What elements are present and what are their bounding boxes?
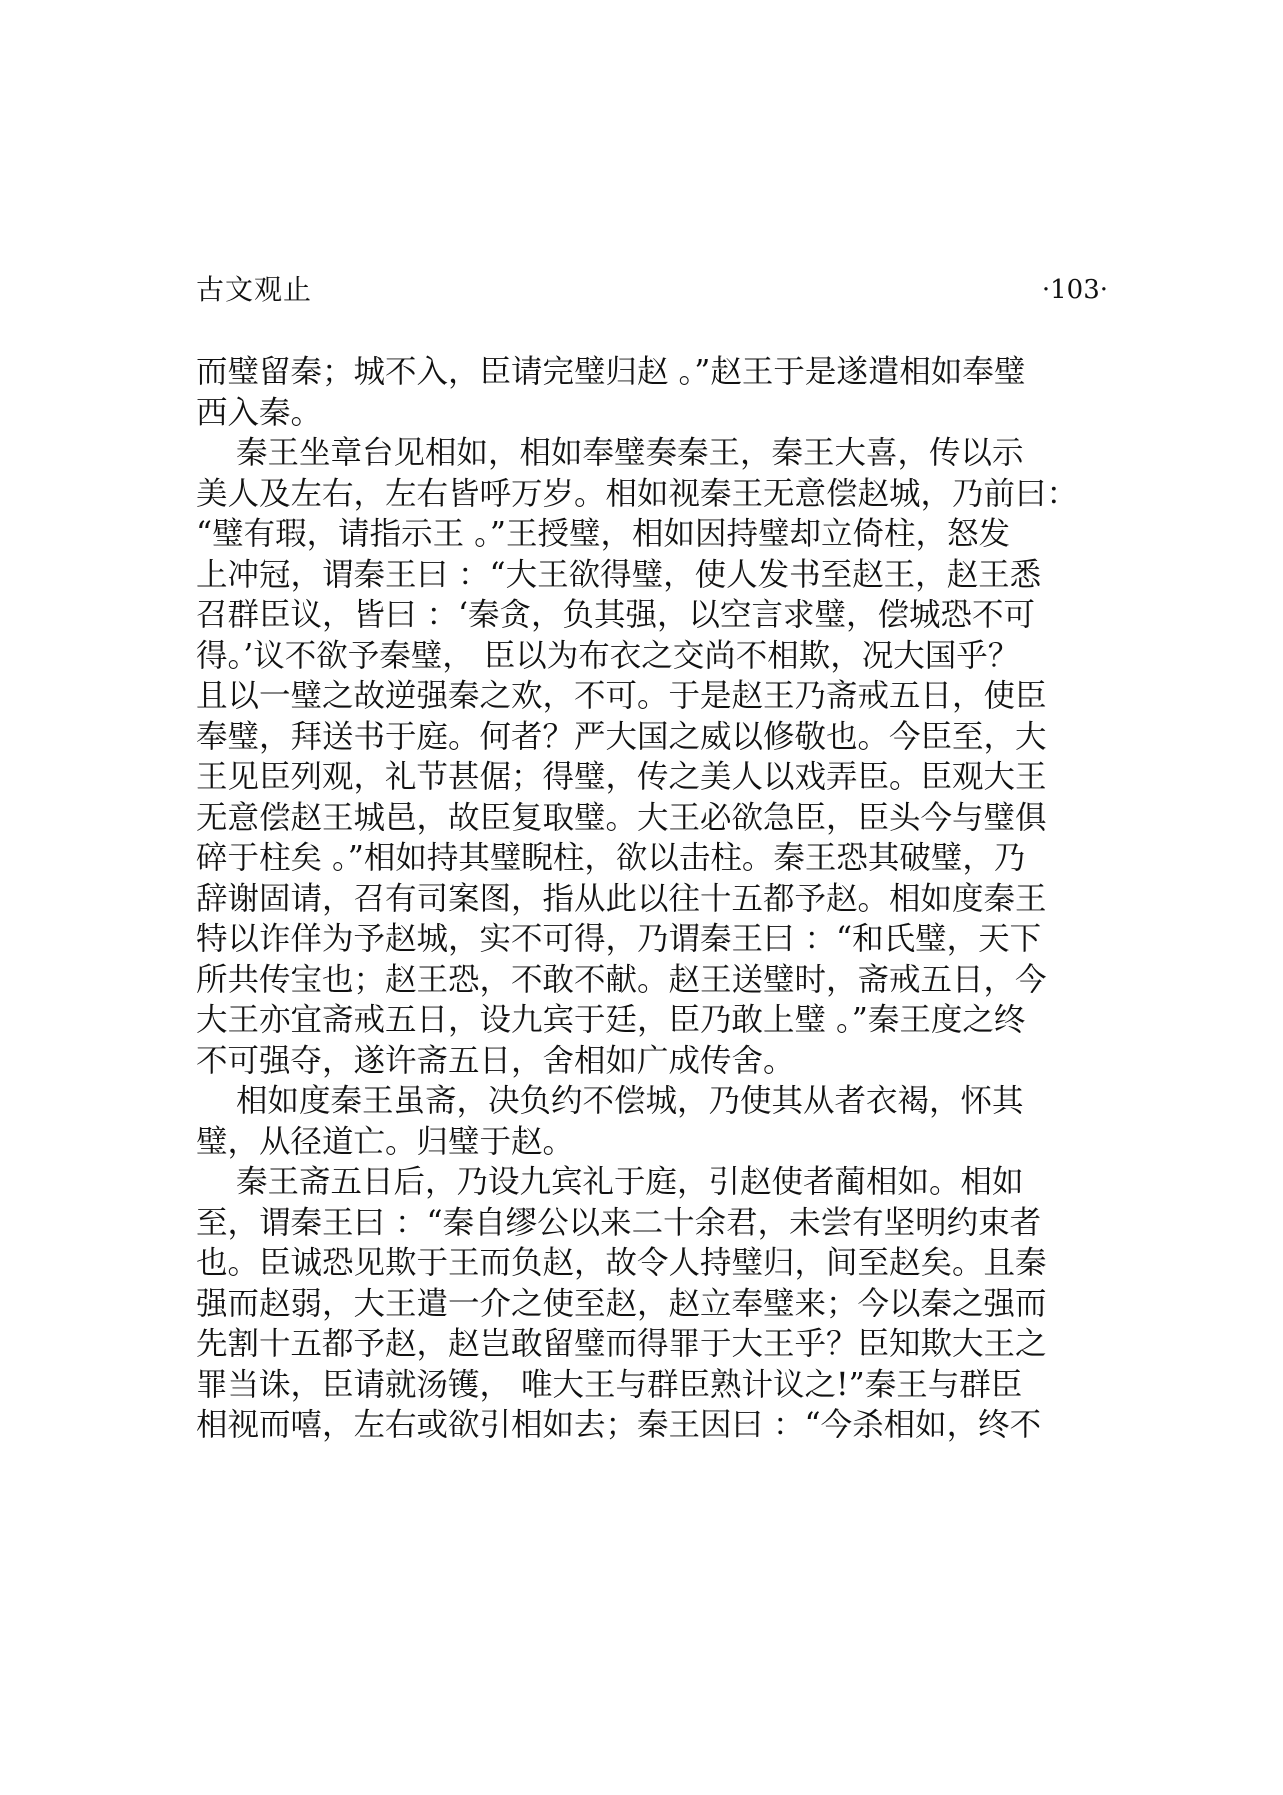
text-line: 王见臣列观，礼节甚倨；得璧，传之美人以戏弄臣。臣观大王: [196, 759, 1047, 795]
text-line: 罪当诛，臣请就汤镬， 唯大王与群臣熟计议之!”秦王与群臣: [196, 1366, 1023, 1403]
text-line: 特以诈佯为予赵城，实不可得，乃谓秦王曰 ：“和氏璧，天下: [196, 921, 1042, 957]
text-line: 上冲冠，谓秦王曰 ：“大王欲得璧，使人发书至赵王，赵王悉: [196, 556, 1042, 593]
text-line: 而璧留秦；城不入，臣请完璧归赵 。”赵王于是遂遣相如奉璧: [196, 354, 1026, 390]
page-number: ·103·: [1041, 275, 1108, 305]
text-line: 不可强夺，遂许斋五日，舍相如广成传舍。: [196, 1042, 795, 1079]
text-line: 秦王斋五日后，乃设九宾礼于庭，引赵使者蔺相如。相如: [196, 1164, 1024, 1200]
text-line: 所共传宝也；赵王恐，不敢不献。赵王送璧时，斋戒五日，今: [196, 961, 1047, 998]
body-text: [196, 352, 1108, 1446]
running-header: [196, 270, 1108, 310]
text-line: 得。’议不欲予秦璧， 臣以为布衣之交尚不相欺，况大国乎？: [196, 637, 1020, 674]
text-line: 召群臣议，皆曰 ：‘秦贪，负其强，以空言求璧，偿城恐不可: [196, 597, 1036, 633]
text-line: 且以一璧之故逆强秦之欢，不可。于是赵王乃斋戒五日，使臣: [196, 678, 1047, 714]
text-line: 相如度秦王虽斋，决负约不偿城，乃使其从者衣褐，怀其: [196, 1083, 1024, 1119]
text-line: 碎于柱矣 。”相如持其璧睨柱，欲以击柱。秦王恐其破璧，乃: [196, 840, 1026, 876]
text-line: 璧，从径道亡。归璧于赵。: [196, 1123, 575, 1160]
text-line: 相视而嘻，左右或欲引相如去；秦王因曰 ：“今杀相如，终不: [196, 1407, 1042, 1443]
text-line: 也。臣诚恐见欺于王而负赵，故令人持璧归，间至赵矣。且秦: [196, 1245, 1047, 1281]
text-line: 西入秦。: [196, 394, 323, 431]
text-line: 先割十五都予赵，赵岂敢留璧而得罪于大王乎？臣知欺大王之: [196, 1326, 1047, 1362]
text-line: 辞谢固请，召有司案图，指从此以往十五都予赵。相如度秦王: [196, 880, 1047, 917]
text-line: 秦王坐章台见相如，相如奉璧奏秦王，秦王大喜，传以示: [196, 435, 1024, 471]
text-line: 大王亦宜斋戒五日，设九宾于廷，臣乃敢上璧 。”秦王度之终: [196, 1002, 1026, 1038]
text-line: 奉璧，拜送书于庭。何者？严大国之威以修敬也。今臣至，大: [196, 718, 1047, 755]
text-line: 至，谓秦王曰 ：“秦自缪公以来二十余君，未尝有坚明约束者: [196, 1204, 1042, 1241]
text-line: “璧有瑕，请指示王 。”王授璧，相如因持璧却立倚柱，怒发: [196, 516, 1010, 552]
text-line: 无意偿赵王城邑，故臣复取璧。大王必欲急臣，臣头今与璧俱: [196, 799, 1047, 836]
text-line: 强而赵弱，大王遣一介之使至赵，赵立奉璧来；今以秦之强而: [196, 1285, 1047, 1322]
book-title: 古文观止: [196, 273, 313, 306]
text-line: 美人及左右，左右皆呼万岁。相如视秦王无意偿赵城，乃前曰：: [196, 475, 1079, 512]
